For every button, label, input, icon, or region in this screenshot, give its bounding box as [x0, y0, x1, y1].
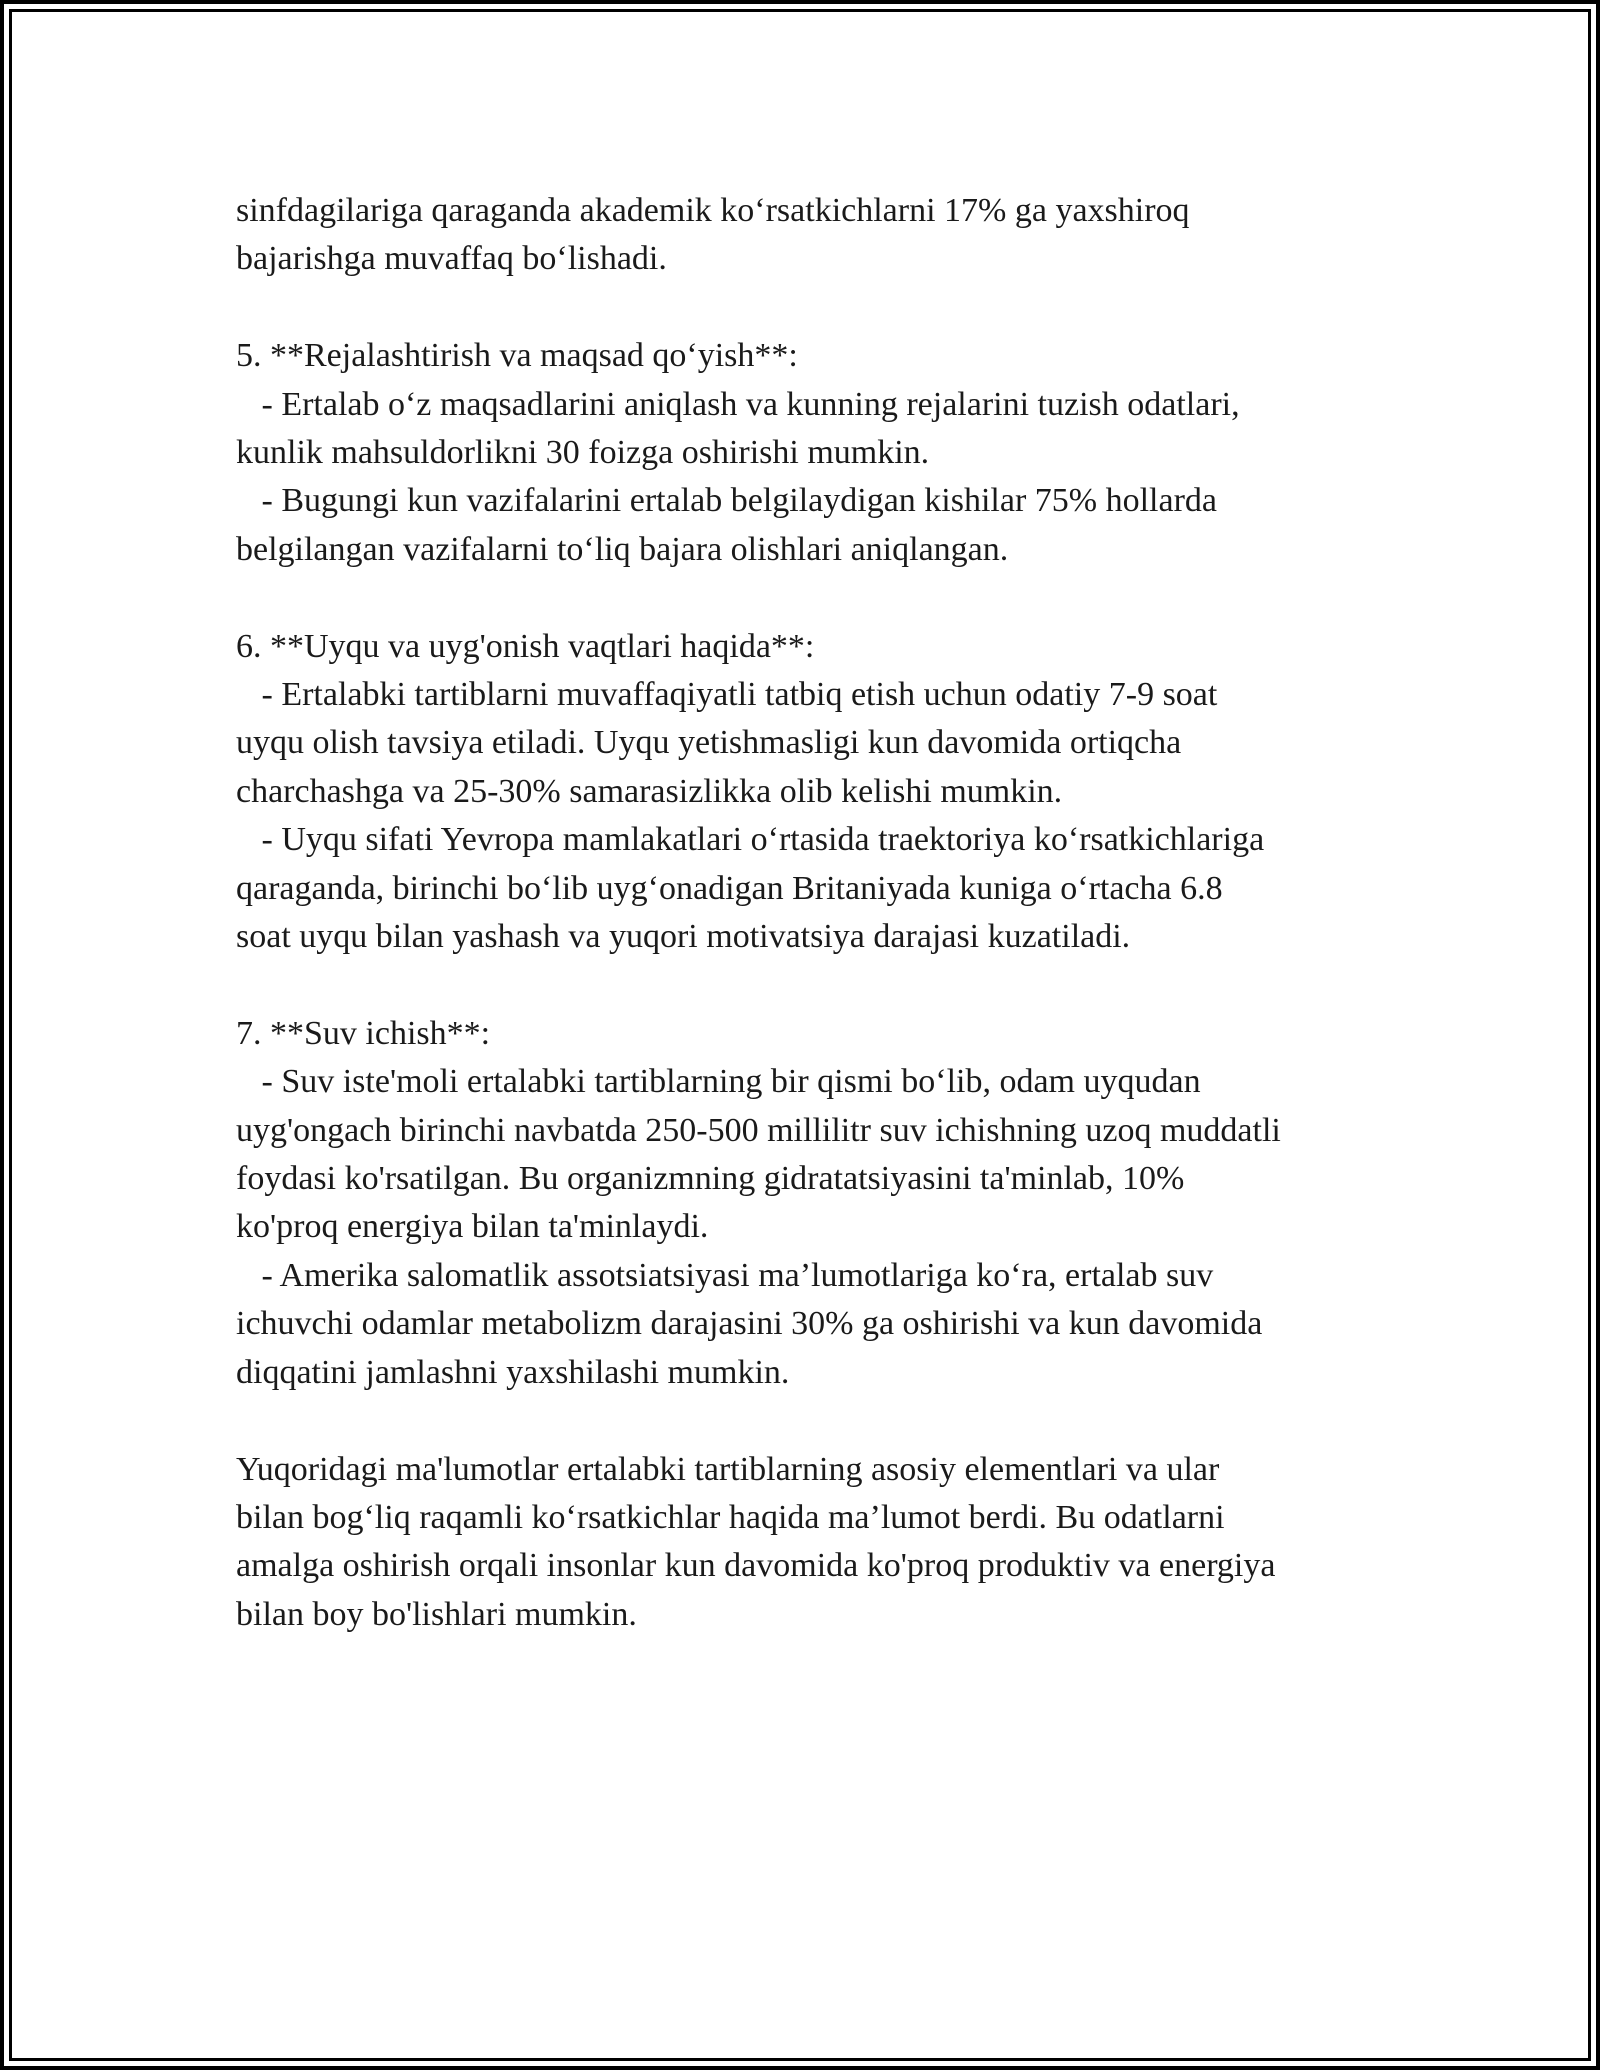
- document-body: [236, 187, 1376, 1639]
- section-7-item-1: - Suv iste'moli ertalabki tartiblarning bir qismi bo‘lib, odam uyqudan uyg'ongach birinchi navbatda 250-500 millilitr suv ichishning uzoq muddatli foydasi ko'rsatilgan. Bu organizmning gidratatsiyasini ta'minlab, 10% ko'proq energiya bilan ta'minlaydi.: [236, 1063, 1281, 1246]
- section-6-item-2: - Uyqu sifati Yevropa mamlakatlari o‘rtasida traektoriya ko‘rsatkichlariga qaraganda, birinchi bo‘lib uyg‘onadigan Britaniyada kuniga o‘rtacha 6.8 soat uyqu bilan yashash va yuqori motivatsiya darajasi kuzatiladi.: [236, 821, 1265, 956]
- conclusion-paragraph: Yuqoridagi ma'lumotlar ertalabki tartiblarning asosiy elementlari va ular bilan bog‘liq raqamli ko‘rsatkichlar haqida ma’lumot berdi. Bu odatlarni amalga oshirish orqali insonlar kun davomida ko'proq produktiv va energiya bilan boy bo'lishlari mumkin.: [236, 1450, 1276, 1633]
- section-7-item-2: - Amerika salomatlik assotsiatsiyasi ma’lumotlariga ko‘ra, ertalab suv ichuvchi odamlar metabolizm darajasini 30% ga oshirishi va kun davomida diqqatini jamlashni yaxshilashi mumkin.: [236, 1256, 1263, 1391]
- section-heading-6: 6. **Uyqu va uyg'onish vaqtlari haqida**:: [236, 627, 815, 665]
- section-5-item-2: - Bugungi kun vazifalarini ertalab belgilaydigan kishilar 75% hollarda belgilangan vazifalarni to‘liq bajara olishlari aniqlangan.: [236, 482, 1217, 568]
- section-heading-7: 7. **Suv ichish**:: [236, 1014, 491, 1052]
- paragraph-gap: [236, 1397, 1376, 1445]
- paragraph-gap: [236, 574, 1376, 622]
- paragraph-gap: [236, 284, 1376, 332]
- paragraph-gap: [236, 961, 1376, 1009]
- section-6-item-1: - Ertalabki tartiblarni muvaffaqiyatli tatbiq etish uchun odatiy 7-9 soat uyqu olish tavsiya etiladi. Uyqu yetishmasligi kun davomida ortiqcha charchashga va 25-30% samarasizlikka olib kelishi mumkin.: [236, 676, 1218, 810]
- intro-continuation: sinfdagilariga qaraganda akademik ko‘rsatkichlarni 17% ga yaxshiroq bajarishga muvaffaq bo‘lishadi.: [236, 192, 1190, 278]
- section-heading-5: 5. **Rejalashtirish va maqsad qo‘yish**:: [236, 337, 798, 375]
- section-5-item-1: - Ertalab o‘z maqsadlarini aniqlash va kunning rejalarini tuzish odatlari, kunlik mahsuldorlikni 30 foizga oshirishi mumkin.: [236, 385, 1240, 472]
